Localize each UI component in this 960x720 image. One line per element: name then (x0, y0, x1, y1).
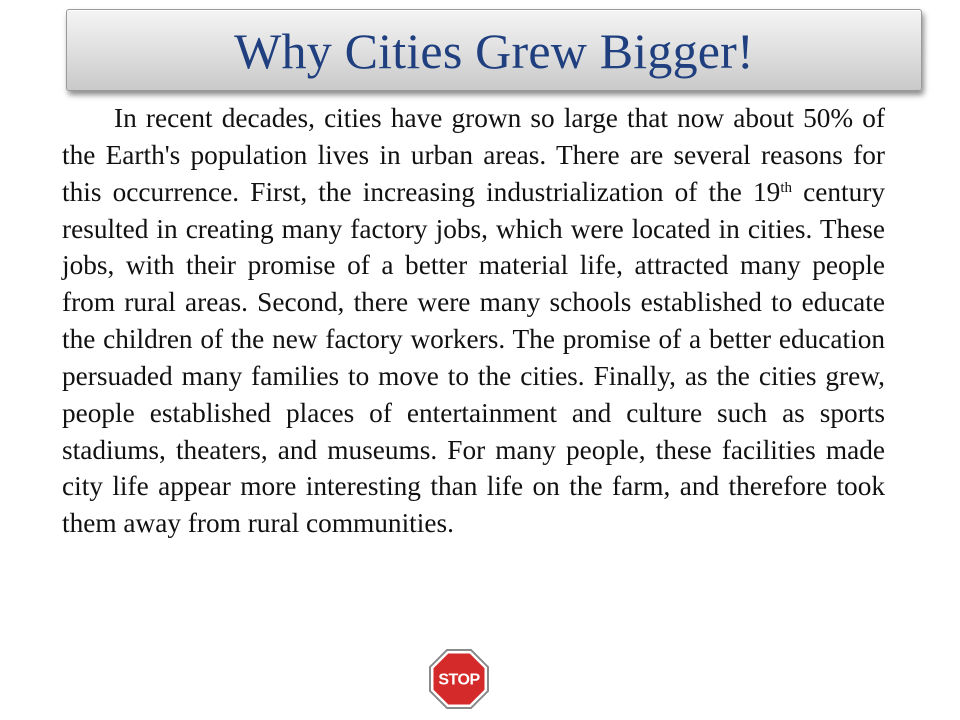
passage-text-part-2: century resulted in creating many factory jobs, which were located in cities. These jobs, with their promise of a better material life, attracted many people from rural areas. Second, there were many schools established to educate the children of the new factory workers. The promise of a better education persuaded many families to move to the cities. Finally, as the cities grew, people established places of entertainment and culture such as sports stadiums, theaters, and museums. For many people, these facilities made city life appear more interesting than life on the farm, and therefore took them away from rural communities. (62, 176, 885, 539)
stop-sign-label: STOP (438, 671, 480, 689)
ordinal-superscript: th (780, 179, 792, 196)
passage-text-part-1: In recent decades, cities have grown so large that now about 50% of the Earth's population lives in urban areas. There are several reasons for this occurrence. First, the increasing industrialization of the 19 (62, 103, 885, 207)
title-banner (66, 9, 922, 91)
stop-sign-icon (429, 649, 489, 709)
reading-passage (62, 100, 885, 542)
slide-title: Why Cities Grew Bigger! (234, 23, 754, 79)
